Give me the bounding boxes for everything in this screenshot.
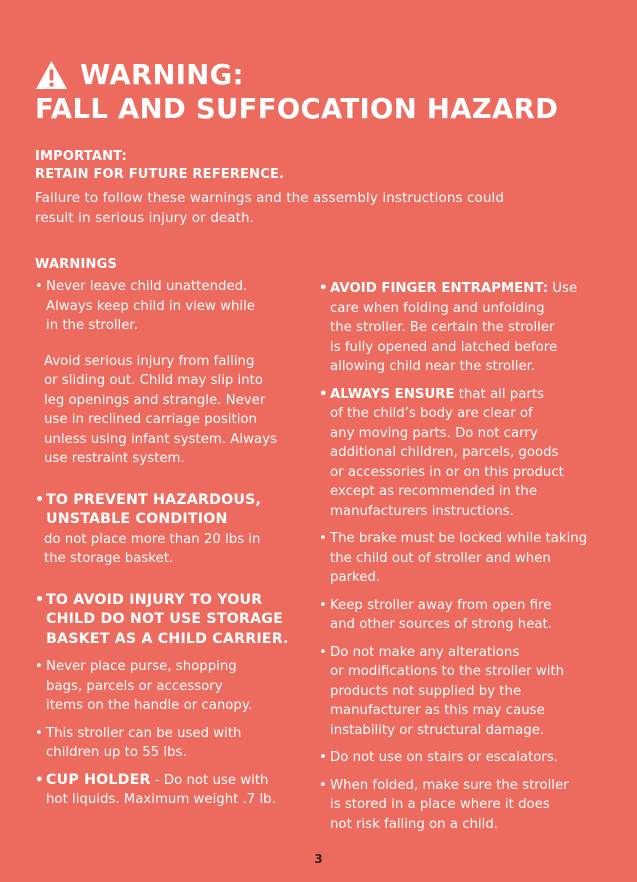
text-line: use restraint system. — [44, 451, 185, 466]
text-line: bags, parcels or accessory — [46, 678, 223, 694]
warnings-heading: WARNINGS — [35, 257, 118, 272]
text-line: CHILD DO NOT USE STORAGE — [46, 611, 284, 627]
warnings-left-column — [35, 256, 325, 810]
text-line: and other sources of strong heat. — [330, 617, 552, 632]
text-line: or sliding out. Child may slip into — [44, 373, 264, 388]
text-line: the storage basket. — [44, 551, 174, 566]
text-line: Keep stroller away from open fire — [330, 597, 552, 613]
text-span: Use — [548, 281, 578, 296]
text-line: the stroller. Be certain the stroller — [330, 320, 555, 335]
text-line: Do not use on stairs or escalators. — [330, 750, 558, 765]
title-text-2: FALL AND SUFFOCATION HAZARD — [35, 93, 559, 125]
warning-hazardous-heading — [35, 491, 325, 530]
text-line: parked. — [330, 570, 381, 585]
text-line: additional children, parcels, goods — [330, 445, 559, 460]
text-line: instability or structural damage. — [330, 722, 545, 738]
warning-hazardous-body — [35, 530, 325, 569]
warning-item-alterations — [319, 643, 629, 741]
bullet: • — [35, 772, 44, 788]
text-line: manufacturer as this may cause — [330, 703, 545, 718]
warning-item-brake — [319, 529, 629, 588]
text-line: or modifications to the stroller with — [330, 664, 565, 679]
important-section — [35, 148, 605, 228]
text-span: that all parts — [454, 386, 544, 402]
warnings-right-column — [319, 279, 629, 834]
warning-item-stairs — [319, 748, 629, 768]
text-line: the child out of stroller and when — [330, 550, 551, 566]
title-text-1: WARNING: — [80, 59, 244, 91]
text-line: is stored in a place where it does — [330, 797, 550, 812]
warning-item-unattended — [35, 277, 325, 336]
text-line: do not place more than 20 lbs in — [44, 531, 261, 547]
text-line — [46, 771, 325, 791]
text-line: TO PREVENT HAZARDOUS, — [46, 491, 262, 508]
bullet: • — [319, 386, 328, 402]
text-line: in the stroller. — [46, 318, 138, 333]
warning-title — [35, 58, 558, 126]
bullet: • — [35, 591, 45, 608]
text-line: of the child’s body are clear of — [330, 406, 533, 421]
warning-item-folded — [319, 776, 629, 835]
text-line: any moving parts. Do not carry — [330, 425, 538, 441]
text-line: not risk falling on a child. — [330, 816, 498, 832]
bullet: • — [319, 777, 327, 793]
text-line: unless using infant system. Always — [44, 431, 277, 447]
text-line: Never leave child unattended. — [46, 279, 248, 294]
cup-holder-label: CUP HOLDER — [46, 771, 151, 788]
finger-label: AVOID FINGER ENTRAPMENT: — [330, 281, 549, 296]
warning-item-weight — [35, 724, 325, 763]
page-number: 3 — [314, 852, 323, 866]
warning-item-finger — [319, 279, 629, 377]
text-line: Always keep child in view while — [46, 298, 255, 314]
text-line: manufacturers instructions. — [330, 503, 514, 519]
bullet: • — [35, 279, 43, 294]
bullet: • — [35, 491, 45, 508]
bullet: • — [319, 597, 327, 613]
text-line: items on the handle or canopy. — [46, 698, 253, 713]
text-line: is fully opened and latched before — [330, 339, 558, 355]
text-line: Avoid serious injury from falling — [44, 353, 255, 369]
text-line: Never place purse, shopping — [46, 659, 237, 674]
text-line: This stroller can be used with — [46, 725, 242, 741]
text-line: care when folding and unfolding — [330, 300, 545, 316]
warning-storage-basket-heading — [35, 591, 325, 650]
text-line: children up to 55 lbs. — [46, 745, 187, 760]
text-line — [330, 279, 629, 299]
text-line: Do not make any alterations — [330, 644, 520, 660]
text-line: use in reclined carriage position — [44, 412, 257, 427]
warning-item-fire — [319, 596, 629, 635]
retain-heading: RETAIN FOR FUTURE REFERENCE. — [35, 167, 285, 182]
warning-item-ensure — [319, 385, 629, 522]
ensure-label: ALWAYS ENSURE — [330, 386, 455, 402]
text-span: - Do not use with — [150, 772, 269, 788]
bullet: • — [319, 531, 327, 546]
important-body — [35, 189, 605, 228]
text-line: allowing child near the stroller. — [330, 359, 536, 374]
text-line: except as recommended in the — [330, 484, 538, 499]
text-line: or accessories in or on this product — [330, 464, 564, 480]
bullet: • — [319, 750, 327, 765]
text-line: BASKET AS A CHILD CARRIER. — [46, 630, 289, 647]
title-line-1 — [35, 58, 558, 92]
text-line: products not supplied by the — [330, 683, 522, 699]
important-heading: IMPORTANT: — [35, 149, 127, 164]
text-line — [330, 385, 629, 405]
text-line: The brake must be locked while taking — [330, 531, 588, 546]
text-line: UNSTABLE CONDITION — [46, 511, 228, 527]
text-line: TO AVOID INJURY TO YOUR — [46, 591, 263, 608]
text-line: hot liquids. Maximum weight .7 lb. — [46, 792, 276, 807]
text-line: leg openings and strangle. Never — [44, 392, 266, 408]
important-body-line: result in serious injury or death. — [35, 209, 255, 226]
important-body-line: Failure to follow these warnings and the assembly instructions could — [35, 190, 505, 206]
warning-item-cup-holder — [35, 771, 325, 810]
warning-item-purse — [35, 657, 325, 716]
bullet: • — [319, 644, 327, 660]
bullet: • — [35, 725, 43, 741]
warning-triangle-icon — [35, 60, 68, 90]
text-line: When folded, make sure the stroller — [330, 777, 569, 793]
bullet: • — [319, 281, 328, 296]
bullet: • — [35, 659, 43, 674]
warning-falling — [35, 352, 325, 469]
